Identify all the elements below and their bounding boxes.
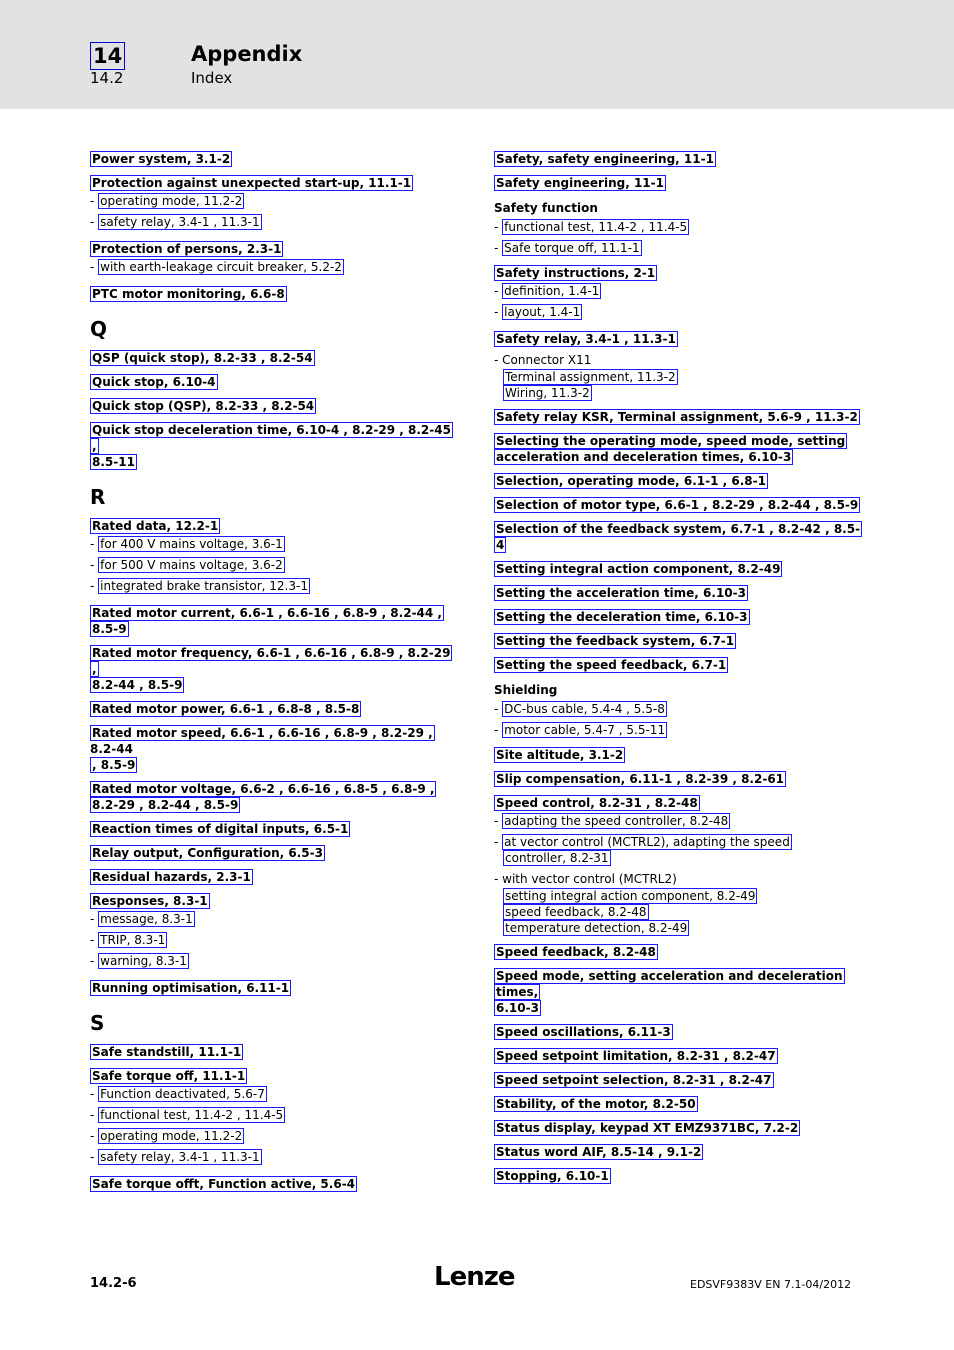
index-entry-line bbox=[494, 944, 864, 960]
index-link[interactable]: with earth-leakage circuit breaker, 5.2-2 bbox=[100, 260, 342, 274]
index-link[interactable]: at vector control (MCTRL2), adapting the speed bbox=[504, 835, 790, 849]
index-entry bbox=[90, 1176, 460, 1192]
index-entry bbox=[90, 781, 460, 813]
index-subentry: - safety relay, 3.4-1 , 11.3-1 bbox=[90, 1150, 260, 1164]
index-entry-line bbox=[494, 771, 864, 787]
index-entry-line bbox=[90, 821, 460, 837]
index-entry bbox=[90, 869, 460, 885]
index-link[interactable]: Safe torque offt, Function active, 5.6-4 bbox=[92, 1177, 356, 1191]
index-entry-line bbox=[494, 1048, 864, 1064]
index-link[interactable]: Running optimisation, 6.11-1 bbox=[92, 981, 290, 995]
index-subentry-block bbox=[494, 369, 864, 401]
index-link[interactable]: motor cable, 5.4-7 , 5.5-11 bbox=[504, 723, 666, 737]
index-entry bbox=[90, 518, 460, 597]
index-link[interactable]: Safety engineering, 11-1 bbox=[496, 176, 664, 190]
index-subentry: - motor cable, 5.4-7 , 5.5-11 bbox=[494, 723, 666, 737]
index-link[interactable]: DC-bus cable, 5.4-4 , 5.5-8 bbox=[504, 702, 665, 716]
index-entry-line bbox=[494, 1072, 864, 1088]
index-link[interactable]: Safety instructions, 2-1 bbox=[496, 266, 656, 280]
index-entry-line bbox=[90, 398, 460, 414]
index-entry bbox=[90, 422, 460, 470]
index-link[interactable]: for 400 V mains voltage, 3.6-1 bbox=[100, 537, 283, 551]
index-entry-line bbox=[90, 175, 460, 191]
index-entry-line bbox=[90, 422, 460, 454]
index-link[interactable]: Selecting the operating mode, speed mode, setting bbox=[496, 434, 846, 448]
index-entry-line bbox=[90, 893, 460, 909]
index-link[interactable]: Stopping, 6.10-1 bbox=[496, 1169, 609, 1183]
index-entry bbox=[90, 821, 460, 837]
index-link[interactable]: speed feedback, 8.2-48 bbox=[505, 905, 647, 919]
index-link[interactable]: Rated data, 12.2-1 bbox=[92, 519, 219, 533]
index-entry-line bbox=[90, 725, 460, 757]
index-entry-line bbox=[90, 797, 460, 813]
index-link[interactable]: Quick stop (QSP), 8.2-33 , 8.2-54 bbox=[92, 399, 315, 413]
index-link[interactable]: Selection, operating mode, 6.1-1 , 6.8-1 bbox=[496, 474, 766, 488]
index-column-right bbox=[494, 151, 864, 1192]
index-link[interactable]: Selection of the feedback system, 6.7-1 , 8.2-42 , 8.5-4 bbox=[496, 522, 861, 552]
index-subentry-label: Connector X11 bbox=[502, 353, 592, 367]
index-subentry-line bbox=[494, 850, 864, 866]
index-link[interactable]: Quick stop deceleration time, 6.10-4 , 8.2-29 , 8.2-45 , bbox=[92, 423, 451, 453]
section-number: 14.2 bbox=[90, 69, 124, 87]
index-entry-line bbox=[494, 265, 864, 281]
index-link[interactable]: TRIP, 8.3-1 bbox=[100, 933, 166, 947]
index-subentry: - DC-bus cable, 5.4-4 , 5.5-8 bbox=[494, 702, 665, 716]
index-link[interactable]: Setting the feedback system, 6.7-1 bbox=[496, 634, 735, 648]
index-letter-heading: Q bbox=[90, 317, 108, 341]
index-link[interactable]: Rated motor current, 6.6-1 , 6.6-16 , 6.8-9 , 8.2-44 , bbox=[92, 606, 442, 620]
chapter-number[interactable]: 14 bbox=[90, 42, 125, 70]
index-entry bbox=[494, 265, 864, 323]
index-subentry-block bbox=[494, 888, 864, 936]
index-subentry-line bbox=[503, 888, 864, 904]
index-link[interactable]: PTC motor monitoring, 6.6-8 bbox=[92, 287, 285, 301]
index-entry bbox=[494, 561, 864, 577]
index-entry-line bbox=[90, 286, 460, 302]
index-subentry-line bbox=[503, 369, 864, 385]
index-entry-line bbox=[90, 518, 460, 534]
index-entry bbox=[494, 1072, 864, 1088]
index-entry-line bbox=[90, 151, 460, 167]
index-entry bbox=[494, 151, 864, 167]
index-letter-heading: R bbox=[90, 485, 106, 509]
index-link[interactable]: definition, 1.4-1 bbox=[504, 284, 600, 298]
index-link[interactable]: layout, 1.4-1 bbox=[504, 305, 581, 319]
index-entry bbox=[90, 350, 460, 366]
index-entry bbox=[494, 1168, 864, 1184]
index-link[interactable]: Selection of motor type, 6.6-1 , 8.2-29 , 8.2-44 , 8.5-9 bbox=[496, 498, 859, 512]
index-entry bbox=[494, 585, 864, 601]
index-entry bbox=[494, 633, 864, 649]
index-subentry-line bbox=[503, 904, 864, 920]
index-link[interactable]: temperature detection, 8.2-49 bbox=[505, 921, 688, 935]
index-link[interactable]: Wiring, 11.3-2 bbox=[505, 386, 590, 400]
index-entry-line bbox=[494, 331, 864, 347]
index-link[interactable]: Responses, 8.3-1 bbox=[92, 894, 208, 908]
lenze-logo: Lenze bbox=[434, 1262, 515, 1292]
index-entry-line bbox=[494, 561, 864, 577]
index-link[interactable]: functional test, 11.4-2 , 11.4-5 bbox=[100, 1108, 284, 1122]
index-entry-line bbox=[90, 845, 460, 861]
index-link[interactable]: acceleration and deceleration times, 6.10-3 bbox=[496, 450, 792, 464]
index-link[interactable]: Speed mode, setting acceleration and deceleration times, bbox=[496, 969, 843, 999]
index-subentry-line bbox=[503, 385, 864, 401]
index-entry-line bbox=[494, 433, 864, 449]
index-link[interactable]: 8.2-44 , 8.5-9 bbox=[92, 678, 183, 692]
index-entry bbox=[90, 398, 460, 414]
index-entry-line bbox=[494, 175, 864, 191]
index-entry bbox=[494, 968, 864, 1016]
index-subentry-line: - at vector control (MCTRL2), adapting the speed bbox=[494, 835, 790, 849]
index-entry-line bbox=[494, 609, 864, 625]
index-link[interactable]: controller, 8.2-31 bbox=[505, 851, 609, 865]
index-link[interactable]: Rated motor voltage, 6.6-2 , 6.6-16 , 6.8-5 , 6.8-9 , bbox=[92, 782, 435, 796]
index-link[interactable]: Function deactivated, 5.6-7 bbox=[100, 1087, 265, 1101]
index-entry-line bbox=[494, 585, 864, 601]
index-link[interactable]: safety relay, 3.4-1 , 11.3-1 bbox=[100, 215, 260, 229]
index-entry-line bbox=[90, 241, 460, 257]
index-entry-line bbox=[90, 757, 460, 773]
index-entry bbox=[90, 980, 460, 996]
index-link[interactable]: Setting integral action component, 8.2-49 bbox=[496, 562, 781, 576]
index-subentry: - definition, 1.4-1 bbox=[494, 284, 600, 298]
index-link[interactable]: Safety relay KSR, Terminal assignment, 5.6-9 , 11.3-2 bbox=[496, 410, 858, 424]
index-entry-line bbox=[494, 1144, 864, 1160]
index-link[interactable]: Speed oscillations, 6.11-3 bbox=[496, 1025, 671, 1039]
index-subentry: - warning, 8.3-1 bbox=[90, 954, 187, 968]
index-link[interactable]: Relay output, Configuration, 6.5-3 bbox=[92, 846, 323, 860]
index-entry bbox=[90, 1068, 460, 1168]
index-entry-line bbox=[494, 473, 864, 489]
index-subentry: - functional test, 11.4-2 , 11.4-5 bbox=[494, 220, 688, 234]
index-link[interactable]: QSP (quick stop), 8.2-33 , 8.2-54 bbox=[92, 351, 313, 365]
index-entry-line bbox=[90, 350, 460, 366]
index-entry-line bbox=[494, 1024, 864, 1040]
index-entry-line bbox=[494, 657, 864, 673]
index-entry bbox=[90, 725, 460, 773]
index-entry-line bbox=[90, 645, 460, 677]
index-entry-line bbox=[90, 374, 460, 390]
index-subentry-heading: - Connector X11 bbox=[494, 353, 592, 367]
document-id: EDSVF9383V EN 7.1-04/2012 bbox=[690, 1278, 852, 1291]
index-link[interactable]: Status word AIF, 8.5-14 , 9.1-2 bbox=[496, 1145, 702, 1159]
index-subentry-line bbox=[503, 920, 864, 936]
index-entry-line bbox=[494, 1000, 864, 1016]
index-subentry: - layout, 1.4-1 bbox=[494, 305, 581, 319]
index-entry bbox=[494, 175, 864, 191]
index-link[interactable]: Speed feedback, 8.2-48 bbox=[496, 945, 656, 959]
index-link[interactable]: setting integral action component, 8.2-49 bbox=[505, 889, 756, 903]
index-entry bbox=[90, 645, 460, 693]
index-entry bbox=[494, 1024, 864, 1040]
index-subentry: - safety relay, 3.4-1 , 11.3-1 bbox=[90, 215, 260, 229]
index-subentry: - for 400 V mains voltage, 3.6-1 bbox=[90, 537, 283, 551]
index-subentry: - Safe torque off, 11.1-1 bbox=[494, 241, 640, 255]
index-entry-line bbox=[90, 869, 460, 885]
index-subentry: - operating mode, 11.2-2 bbox=[90, 1129, 243, 1143]
index-entry bbox=[494, 199, 864, 259]
index-entry bbox=[494, 681, 864, 741]
index-entry-line bbox=[494, 449, 864, 465]
index-entry-line bbox=[494, 795, 864, 811]
index-entry bbox=[494, 747, 864, 763]
index-letter-heading: S bbox=[90, 1011, 105, 1035]
index-subentry bbox=[494, 834, 864, 866]
index-entry bbox=[494, 1144, 864, 1160]
index-link[interactable]: Rated motor frequency, 6.6-1 , 6.6-16 , 6.8-9 , 8.2-29 , bbox=[92, 646, 451, 676]
index-entry bbox=[494, 609, 864, 625]
index-entry-line bbox=[90, 980, 460, 996]
index-entry-line bbox=[90, 1176, 460, 1192]
index-entry-line bbox=[494, 633, 864, 649]
index-link[interactable]: Slip compensation, 6.11-1 , 8.2-39 , 8.2-61 bbox=[496, 772, 785, 786]
index-link[interactable]: functional test, 11.4-2 , 11.4-5 bbox=[504, 220, 688, 234]
index-link[interactable]: 8.5-11 bbox=[92, 455, 135, 469]
index-entry-line bbox=[90, 701, 460, 717]
index-subentry: - Function deactivated, 5.6-7 bbox=[90, 1087, 265, 1101]
index-entry bbox=[90, 701, 460, 717]
index-link[interactable]: 6.10-3 bbox=[496, 1001, 539, 1015]
index-entry-line bbox=[90, 621, 460, 637]
index-link[interactable]: Stability, of the motor, 8.2-50 bbox=[496, 1097, 696, 1111]
index-entry-line bbox=[90, 1068, 460, 1084]
index-entry-line bbox=[494, 409, 864, 425]
index-link[interactable]: Setting the deceleration time, 6.10-3 bbox=[496, 610, 748, 624]
index-entry-line bbox=[494, 968, 864, 1000]
index-entry bbox=[494, 771, 864, 787]
index-link[interactable]: 8.5-9 bbox=[92, 622, 127, 636]
index-link[interactable]: Speed setpoint selection, 8.2-31 , 8.2-47 bbox=[496, 1073, 772, 1087]
index-subentry-label: with vector control (MCTRL2) bbox=[502, 872, 677, 886]
index-link[interactable]: for 500 V mains voltage, 3.6-2 bbox=[100, 558, 283, 572]
index-entry bbox=[494, 521, 864, 553]
index-link[interactable]: Safe torque off, 11.1-1 bbox=[92, 1069, 246, 1083]
index-link[interactable]: message, 8.3-1 bbox=[100, 912, 193, 926]
index-entry-line bbox=[494, 1096, 864, 1112]
index-entry-line bbox=[494, 1120, 864, 1136]
index-link[interactable]: Safe torque off, 11.1-1 bbox=[504, 241, 640, 255]
index-entry-line bbox=[494, 521, 864, 553]
index-entry bbox=[494, 331, 864, 401]
index-column-left bbox=[90, 151, 460, 1200]
index-link[interactable]: Protection against unexpected start-up, 11.1-1 bbox=[92, 176, 412, 190]
index-subentry: - integrated brake transistor, 12.3-1 bbox=[90, 579, 308, 593]
index-entry bbox=[494, 944, 864, 960]
index-entry bbox=[90, 175, 460, 233]
index-link[interactable]: Rated motor power, 6.6-1 , 6.8-8 , 8.5-8 bbox=[92, 702, 360, 716]
header-band bbox=[0, 0, 954, 109]
index-link[interactable]: operating mode, 11.2-2 bbox=[100, 194, 243, 208]
index-link[interactable]: operating mode, 11.2-2 bbox=[100, 1129, 243, 1143]
index-link[interactable]: Site altitude, 3.1-2 bbox=[496, 748, 624, 762]
index-entry bbox=[90, 241, 460, 278]
index-page-text: 8.2-44 bbox=[90, 742, 133, 756]
index-entry-line bbox=[90, 1044, 460, 1060]
index-link[interactable]: Speed control, 8.2-31 , 8.2-48 bbox=[496, 796, 698, 810]
section-title: Index bbox=[191, 69, 233, 87]
index-entry-line bbox=[494, 497, 864, 513]
index-link[interactable]: Safety, safety engineering, 11-1 bbox=[496, 152, 714, 166]
index-entry bbox=[494, 497, 864, 513]
index-subentry: - message, 8.3-1 bbox=[90, 912, 193, 926]
index-link[interactable]: Quick stop, 6.10-4 bbox=[92, 375, 216, 389]
index-entry bbox=[494, 795, 864, 936]
index-link[interactable]: Safety relay, 3.4-1 , 11.3-1 bbox=[496, 332, 676, 346]
index-link[interactable]: Setting the acceleration time, 6.10-3 bbox=[496, 586, 746, 600]
index-entry bbox=[90, 1044, 460, 1060]
index-link[interactable]: Terminal assignment, 11.3-2 bbox=[505, 370, 676, 384]
index-subentry: - with earth-leakage circuit breaker, 5.2-2 bbox=[90, 260, 342, 274]
index-entry-heading: Shielding bbox=[494, 683, 558, 697]
index-link[interactable]: Reaction times of digital inputs, 6.5-1 bbox=[92, 822, 349, 836]
index-link[interactable]: adapting the speed controller, 8.2-48 bbox=[504, 814, 729, 828]
index-entry-line bbox=[90, 454, 460, 470]
index-entry-line bbox=[494, 151, 864, 167]
chapter-title: Appendix bbox=[191, 42, 303, 66]
index-entry bbox=[494, 409, 864, 425]
index-link[interactable]: safety relay, 3.4-1 , 11.3-1 bbox=[100, 1150, 260, 1164]
index-subentry-heading: - with vector control (MCTRL2) bbox=[494, 872, 677, 886]
index-link[interactable]: Power system, 3.1-2 bbox=[92, 152, 231, 166]
index-link[interactable]: Rated motor speed, 6.6-1 , 6.6-16 , 6.8-9 , 8.2-29 , bbox=[92, 726, 433, 740]
index-entry bbox=[494, 1096, 864, 1112]
index-link[interactable]: Setting the speed feedback, 6.7-1 bbox=[496, 658, 727, 672]
index-entry bbox=[90, 605, 460, 637]
index-subentry: - TRIP, 8.3-1 bbox=[90, 933, 166, 947]
index-entry-line bbox=[494, 1168, 864, 1184]
index-entry bbox=[90, 374, 460, 390]
index-entry bbox=[494, 473, 864, 489]
index-link[interactable]: Residual hazards, 2.3-1 bbox=[92, 870, 251, 884]
index-link[interactable]: integrated brake transistor, 12.3-1 bbox=[100, 579, 308, 593]
index-entry bbox=[494, 1048, 864, 1064]
index-link[interactable]: Protection of persons, 2.3-1 bbox=[92, 242, 282, 256]
index-link[interactable]: Safe standstill, 11.1-1 bbox=[92, 1045, 242, 1059]
index-link[interactable]: 8.2-29 , 8.2-44 , 8.5-9 bbox=[92, 798, 239, 812]
index-subentry: - adapting the speed controller, 8.2-48 bbox=[494, 814, 729, 828]
index-entry bbox=[494, 657, 864, 673]
index-link[interactable]: Status display, keypad XT EMZ9371BC, 7.2-2 bbox=[496, 1121, 799, 1135]
index-subentry: - for 500 V mains voltage, 3.6-2 bbox=[90, 558, 283, 572]
index-entry bbox=[90, 893, 460, 972]
index-entry-heading: Safety function bbox=[494, 201, 598, 215]
index-entry bbox=[90, 286, 460, 302]
index-link[interactable]: , 8.5-9 bbox=[92, 758, 136, 772]
index-entry-line bbox=[90, 605, 460, 621]
index-subentry: - operating mode, 11.2-2 bbox=[90, 194, 243, 208]
index-entry-line bbox=[90, 781, 460, 797]
index-subentry: - functional test, 11.4-2 , 11.4-5 bbox=[90, 1108, 284, 1122]
index-entry-line bbox=[494, 747, 864, 763]
page-number: 14.2-6 bbox=[90, 1276, 137, 1291]
index-entry-line bbox=[90, 677, 460, 693]
index-entry bbox=[494, 433, 864, 465]
index-entry bbox=[90, 845, 460, 861]
index-link[interactable]: Speed setpoint limitation, 8.2-31 , 8.2-47 bbox=[496, 1049, 776, 1063]
index-entry bbox=[90, 151, 460, 167]
index-link[interactable]: warning, 8.3-1 bbox=[100, 954, 187, 968]
index-entry bbox=[494, 1120, 864, 1136]
